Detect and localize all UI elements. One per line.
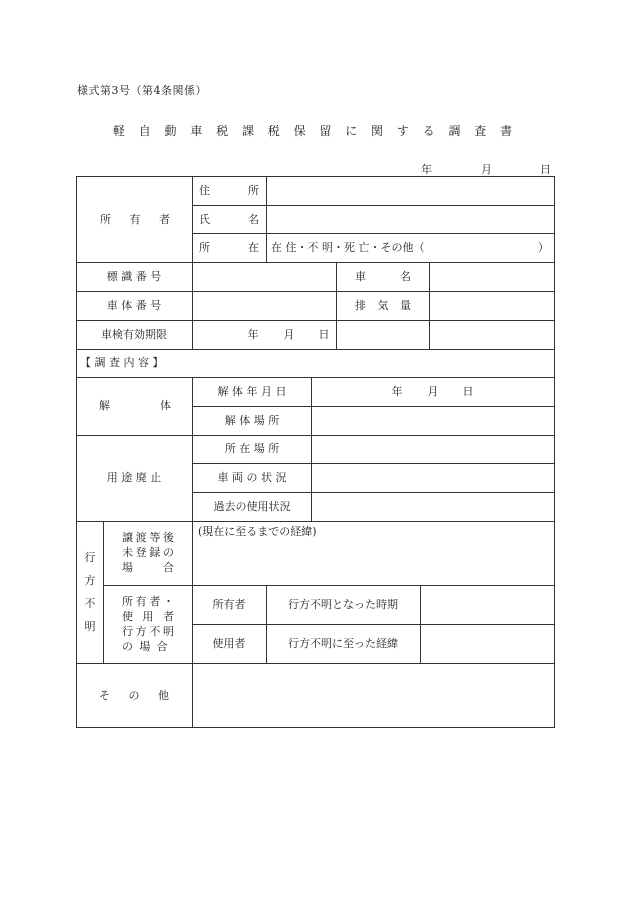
name-label bbox=[199, 214, 259, 226]
dismantling-date-label: 解 体 年 月 日 bbox=[217, 385, 287, 398]
user-sub-label: 使用者 bbox=[212, 637, 246, 650]
abolition-location-field[interactable] bbox=[312, 436, 554, 463]
address-label bbox=[199, 185, 259, 197]
owner-case-line: 行 方 不 明 bbox=[122, 625, 174, 638]
name-field[interactable] bbox=[267, 206, 554, 233]
chassis-number-field[interactable] bbox=[193, 292, 336, 320]
dismantling-label-char: 体 bbox=[160, 399, 171, 412]
owner-label-char: 有 bbox=[129, 213, 141, 226]
past-use-field[interactable] bbox=[312, 493, 554, 521]
other-label bbox=[99, 690, 169, 702]
dismantling-label-char: 解 bbox=[99, 399, 110, 412]
missing-label bbox=[83, 546, 97, 638]
past-use-label: 過去の使用状況 bbox=[213, 500, 291, 513]
missing-label-char: 行 bbox=[84, 551, 96, 564]
owner-label-char: 所 bbox=[100, 213, 111, 226]
plate-number-label: 標 識 番 号 bbox=[106, 270, 162, 283]
address-label-char: 住 bbox=[199, 184, 210, 197]
owner-label-char: 者 bbox=[159, 213, 170, 226]
displacement-label bbox=[355, 300, 411, 312]
survey-content-header: 【 調 査 内 容 】 bbox=[80, 356, 164, 369]
abolition-location-label: 所 在 場 所 bbox=[224, 442, 280, 455]
other-field[interactable] bbox=[193, 664, 554, 727]
dismantling-month-label: 月 bbox=[427, 385, 439, 398]
transfer-case-line: 場 合 bbox=[122, 561, 174, 574]
transfer-case-note: (現在に至るまでの経緯) bbox=[198, 525, 317, 538]
whereabouts-label bbox=[199, 242, 259, 254]
owner-missing-time-label: 行方不明となった時期 bbox=[288, 598, 398, 611]
user-missing-history-field[interactable] bbox=[421, 625, 554, 663]
owner-missing-time-field[interactable] bbox=[421, 586, 554, 624]
form-number: 様式第3号（第4条関係） bbox=[77, 84, 207, 97]
chassis-number-label: 車 体 番 号 bbox=[106, 299, 162, 312]
name-label-char: 名 bbox=[248, 213, 259, 226]
inspection-month-label: 月 bbox=[283, 328, 295, 341]
other-label-char: そ bbox=[99, 689, 110, 702]
name-label-char: 氏 bbox=[199, 213, 210, 226]
dismantling-label bbox=[99, 400, 171, 412]
address-field[interactable] bbox=[267, 177, 554, 205]
vehicle-name-label-char: 名 bbox=[400, 270, 411, 283]
date-month-label: 月 bbox=[481, 163, 492, 176]
missing-label-char: 明 bbox=[84, 620, 96, 633]
transfer-case-label bbox=[122, 530, 174, 575]
missing-label-char: 不 bbox=[84, 597, 96, 610]
whereabouts-label-char: 在 bbox=[248, 241, 259, 254]
transfer-case-line: 未 登 録 の bbox=[122, 546, 174, 559]
vehicle-name-field[interactable] bbox=[430, 263, 554, 291]
inspection-day-label: 日 bbox=[318, 328, 330, 341]
whereabouts-options[interactable]: 在 住・不 明・死 亡・その他（ bbox=[271, 241, 425, 254]
dismantling-place-field[interactable] bbox=[312, 407, 554, 435]
vehicle-name-label-char: 車 bbox=[355, 270, 366, 283]
user-missing-history-label: 行方不明に至った経緯 bbox=[288, 637, 398, 650]
owner-section-label bbox=[100, 214, 170, 226]
abolition-label: 用 途 廃 止 bbox=[106, 471, 162, 484]
owner-case-line: 所 有 者 ・ bbox=[122, 595, 174, 608]
displacement-label-char: 排 bbox=[355, 299, 366, 312]
other-label-char: 他 bbox=[158, 689, 169, 702]
owner-case-label bbox=[122, 594, 174, 654]
address-label-char: 所 bbox=[248, 184, 259, 197]
missing-label-char: 方 bbox=[84, 574, 96, 587]
owner-case-line: 使 用 者 bbox=[122, 610, 174, 623]
owner-sub-label: 所有者 bbox=[212, 598, 246, 611]
dismantling-day-label: 日 bbox=[462, 385, 474, 398]
transfer-case-field[interactable] bbox=[193, 542, 554, 585]
plate-number-field[interactable] bbox=[193, 263, 336, 291]
owner-case-line: の 場 合 bbox=[122, 640, 168, 653]
displacement-label-char: 気 bbox=[377, 299, 389, 312]
displacement-field[interactable] bbox=[430, 292, 554, 320]
whereabouts-close-paren: ） bbox=[538, 241, 549, 254]
date-day-label: 日 bbox=[540, 163, 551, 176]
vehicle-condition-field[interactable] bbox=[312, 464, 554, 492]
displacement-label-char: 量 bbox=[400, 299, 411, 312]
whereabouts-label-char: 所 bbox=[199, 241, 210, 254]
dismantling-place-label: 解 体 場 所 bbox=[224, 414, 280, 427]
inspection-year-label: 年 bbox=[247, 328, 259, 341]
document-title: 軽 自 動 車 税 課 税 保 留 に 関 す る 調 査 書 bbox=[112, 124, 518, 138]
vehicle-name-label bbox=[355, 271, 411, 283]
vehicle-condition-label: 車 両 の 状 況 bbox=[217, 471, 287, 484]
date-year-label: 年 bbox=[421, 163, 432, 176]
other-label-char: の bbox=[128, 689, 140, 702]
inspection-expiry-label: 車検有効期限 bbox=[101, 328, 167, 341]
dismantling-year-label: 年 bbox=[391, 385, 403, 398]
transfer-case-line: 譲 渡 等 後 bbox=[122, 531, 174, 544]
